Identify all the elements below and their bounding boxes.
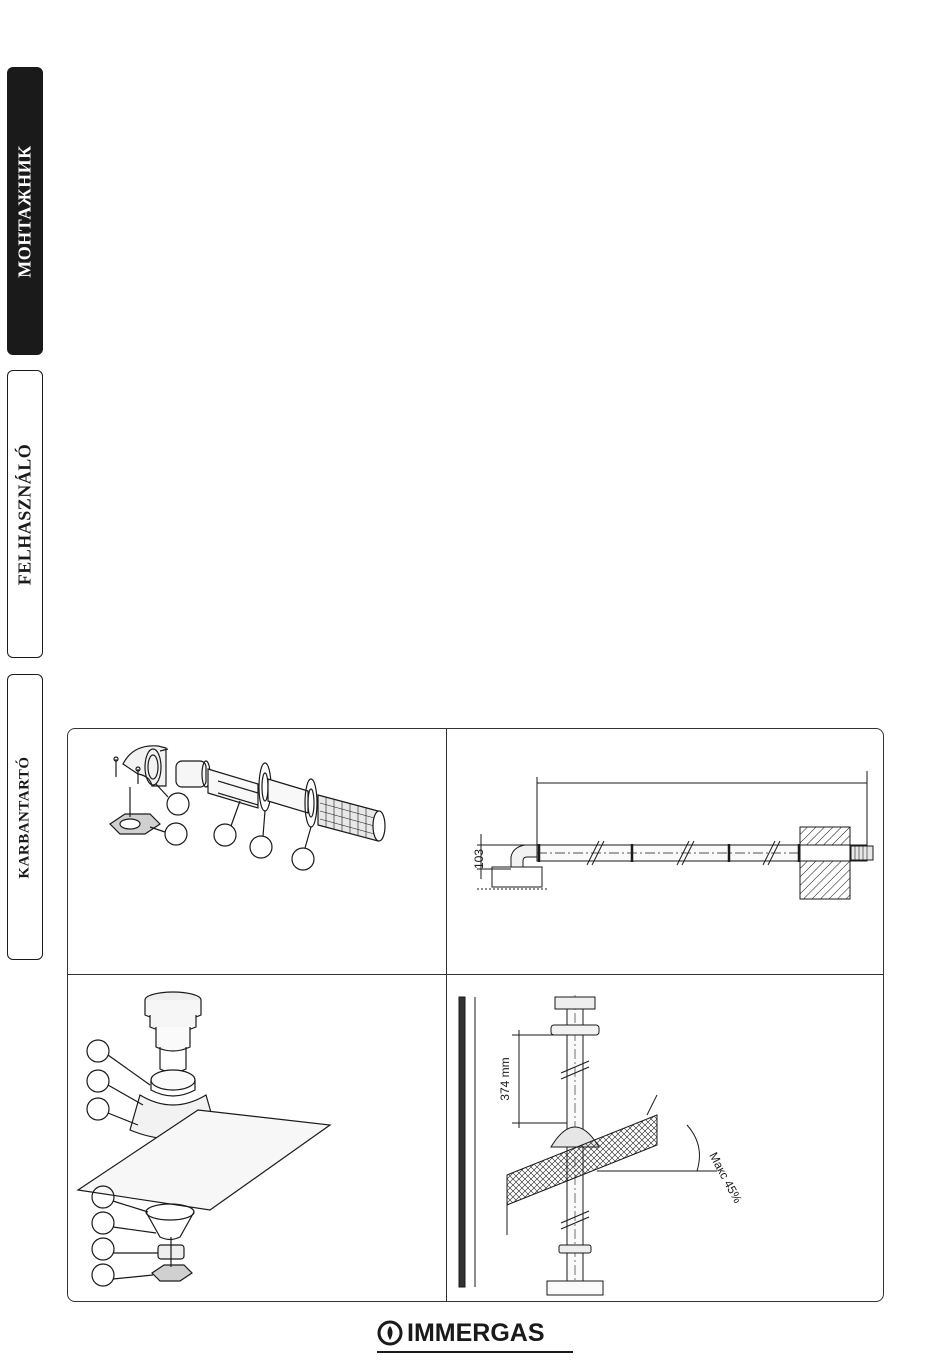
flame-logo-icon — [377, 1320, 403, 1346]
tab-user[interactable] — [7, 370, 43, 658]
tab-installer[interactable] — [7, 67, 43, 355]
tab-service[interactable] — [7, 674, 43, 960]
vertical-kit-roof-drawing — [447, 975, 883, 1301]
tab-installer-label: МОНТАЖНИК — [14, 144, 35, 278]
brand-underline — [377, 1351, 573, 1353]
vertical-kit-exploded-drawing — [68, 975, 446, 1301]
horizontal-kit-dimension-label: 103 — [472, 848, 486, 870]
immergas-logo — [377, 1313, 577, 1353]
brand-wordmark: IMMERGAS — [407, 1318, 545, 1347]
tab-service-label: KARBANTARTÓ — [16, 755, 33, 879]
vertical-kit-angle-label: Макс 45% — [706, 1149, 745, 1206]
horizontal-kit-exploded-drawing — [68, 729, 446, 974]
vertical-kit-dimension-label: 374 mm — [498, 1057, 512, 1101]
figure-frame — [67, 728, 884, 1302]
tab-user-label: FELHASZNÁLÓ — [14, 443, 35, 585]
horizontal-kit-side-drawing — [447, 729, 883, 974]
